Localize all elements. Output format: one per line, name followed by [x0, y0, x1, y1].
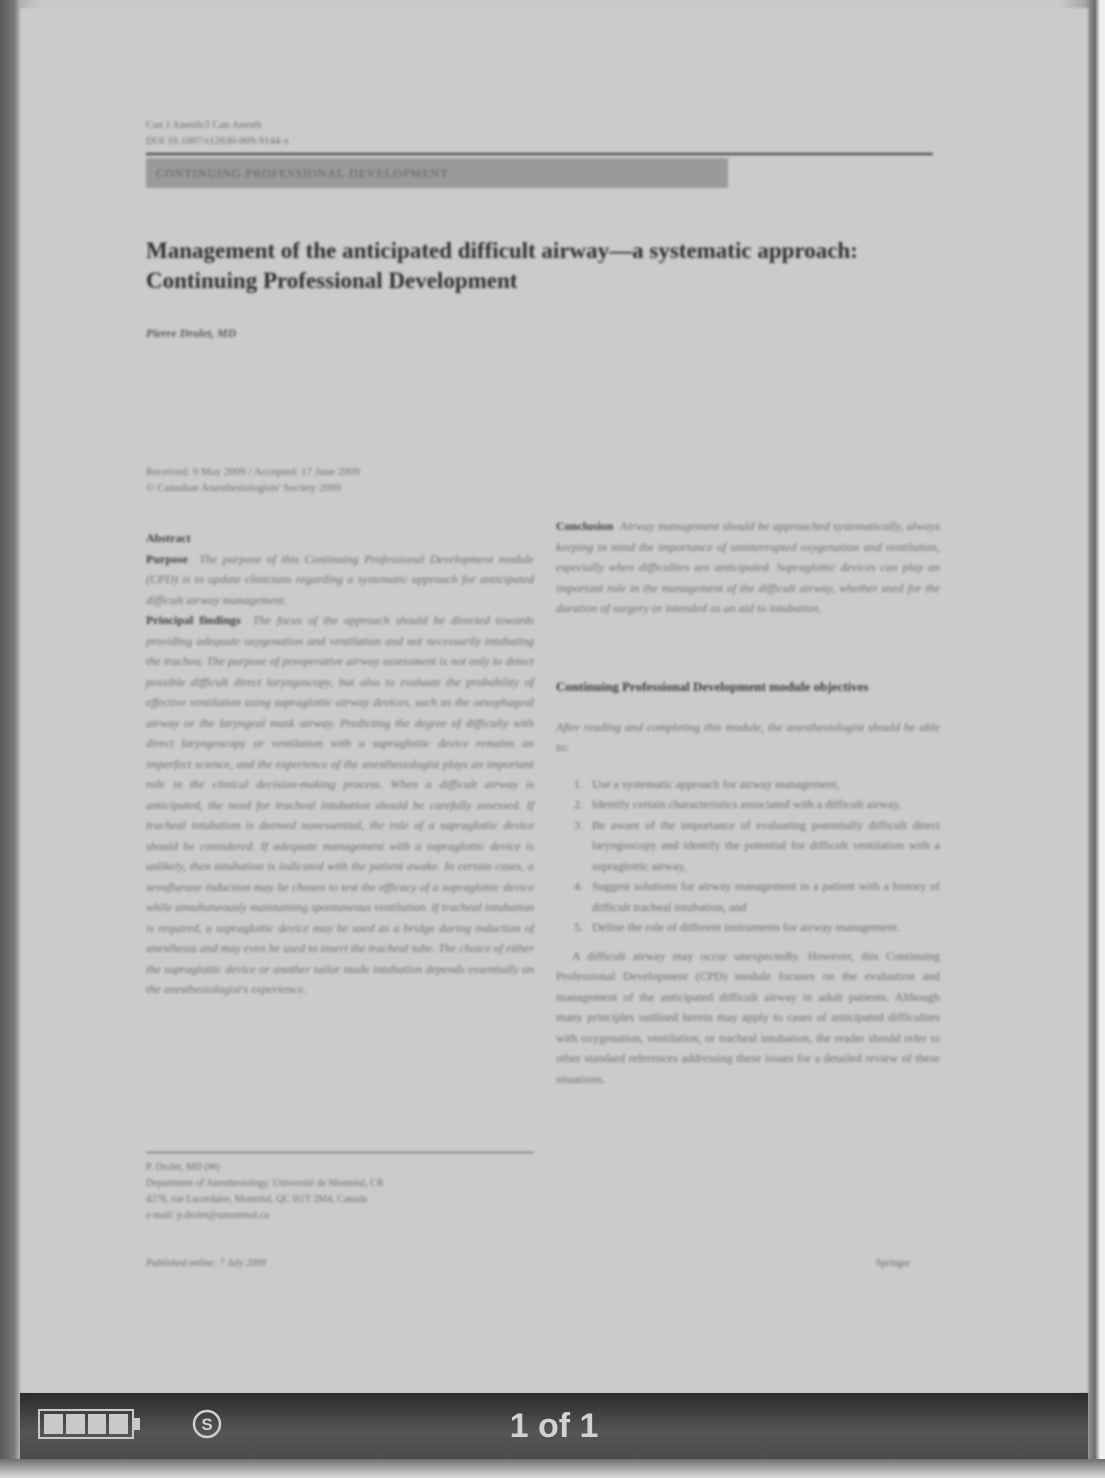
author: Pierre Drolet, MD: [146, 326, 237, 340]
conclusion-text: Airway management should be approached systematically, always keeping in mind the importance of uninterrupted oxygenation and ventilation, especially when difficulties are anticipated. Supraglottic devices can play an important role in the management of the difficult airway, whether used for the duration of surgery or intended as an aid to intubation.: [556, 519, 940, 615]
objectives-intro: After reading and completing this module, the anesthesiologist should be able to:: [556, 719, 940, 754]
device-bezel-bottom: [0, 1459, 1105, 1478]
objective-item: 2. Identify certain characteristics associated with a difficult airway,: [586, 794, 940, 815]
header-rule: [146, 153, 933, 155]
received-line: Received: 9 May 2009 / Accepted: 17 June 2009: [146, 466, 360, 478]
abstract-purpose: [146, 549, 534, 611]
page-indicator: 1 of 1: [509, 1407, 599, 1445]
author-affiliation: [146, 1160, 534, 1224]
abstract-findings: [146, 610, 534, 1000]
objective-item: 1. Use a systematic approach for airway management,: [586, 774, 940, 795]
section-banner: CONTINUING PROFESSIONAL DEVELOPMENT: [146, 158, 728, 188]
svg-text:S: S: [201, 1415, 213, 1434]
journal-header: [146, 118, 289, 150]
findings-text: The focus of the approach should be directed towards providing adequate oxygenation and ventilation and not necessarily intubating the trachea. The purpose of preoperative airway assessment is not only to detect possible difficult direct laryngoscopy, but also to evaluate the probability of effective ventilation using supraglottic airway devices, such as the oesophageal airway or the laryngeal mask airway. Predicting the degree of difficulty with direct laryngoscopy or ventilation with a supraglottic device remains an imperfect science, and the experience of the anesthesiologist plays an important role in the clinical decision-making process. When a difficult airway is anticipated, the need for tracheal intubation should be carefully assessed. If tracheal intubation is deemed nonessential, the role of a supraglottic device should be considered. If adequate management with a supraglottic device is unlikely, then intubation is indicated with the patient awake. In certain cases, a sevoflurane induction may be chosen to test the efficacy of a supraglottic device while simultaneously maintaining spontaneous ventilation. If tracheal intubation is required, a supraglottic device may be used as a bridge during induction of anesthesia and may even be used to insert the tracheal tube. The choice of either the supraglottic device or another tailor made intubation depends essentially on the anesthesiologist's experience.: [146, 613, 534, 996]
objective-item: 3. Be aware of the importance of evaluating potentially difficult direct laryngoscopy and identify the potential for difficult ventilation with a supraglottic airway,: [586, 815, 940, 877]
objectives-heading: Continuing Professional Development module objectives: [556, 678, 869, 694]
left-column: [146, 528, 534, 1000]
journal-name: Can J Anesth/J Can Anesth: [146, 120, 262, 131]
purpose-label: Purpose: [146, 551, 188, 566]
doi: DOI 10.1007/s12630-009-9144-x: [146, 136, 290, 147]
objective-item: 4. Suggest solutions for airway management in a patient with a history of difficult tracheal intubation, and: [586, 876, 940, 917]
received-dates: [146, 464, 360, 496]
affiliation-address: 4270, rue Lacordaire, Montréal, QC H1T 2M4, Canada: [146, 1194, 368, 1205]
right-column: [556, 516, 940, 1089]
affiliation-name: P. Drolet, MD (✉): [146, 1162, 220, 1173]
purpose-text: The purpose of this Continuing Professional Development module (CPD) is to update clinicians regarding a systematic approach for anticipated difficult airway management.: [146, 551, 535, 607]
abstract-heading: Abstract: [146, 531, 191, 545]
body-paragraph: A difficult airway may occur unexpectedly. However, this Continuing Professional Development (CPD) module focuses on the evaluation and management of the anticipated difficult airway in adult patients. Although many principles outlined herein may apply to cases of anticipated difficulties with oxygenation, ventilation, or tracheal intubation, the reader should refer to other standard references addressing these issues for a detailed review of these situations.: [556, 948, 940, 1086]
conclusion-label: Conclusion: [556, 519, 614, 533]
published-online: Published online: 7 July 2009: [146, 1258, 266, 1269]
copyright-line: © Canadian Anesthesiologists' Society 2009: [146, 482, 341, 494]
abstract-conclusion: [556, 516, 940, 619]
findings-label: Principal findings: [146, 613, 241, 627]
footnote-rule: [146, 1152, 534, 1153]
article-title: Management of the anticipated difficult airway—a systematic approach: Continuing Professional Development: [146, 238, 858, 293]
affiliation-dept: Department of Anesthesiology, Université de Montréal, CR: [146, 1178, 384, 1189]
status-bar: [20, 1393, 1088, 1459]
objectives-list: [556, 774, 940, 938]
document-page[interactable]: [20, 8, 1088, 1393]
objective-item: 5. Define the role of different instruments for airway management.: [586, 917, 940, 938]
publisher-logo: Springer: [876, 1258, 911, 1269]
affiliation-email: e-mail: p.drolet@umontreal.ca: [146, 1210, 269, 1221]
